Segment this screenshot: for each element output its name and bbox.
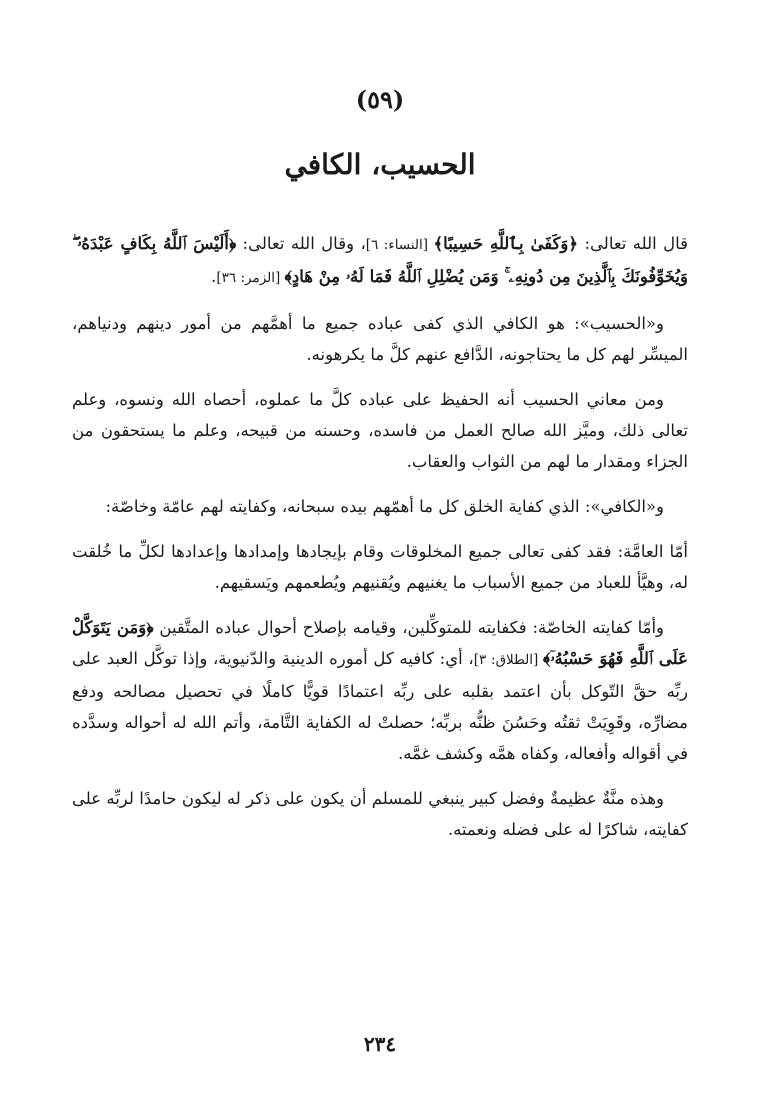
- paragraph-text: .: [211, 267, 217, 286]
- paragraph-text: و«الحسيب»: هو الكافي الذي كفى عباده جميع ما أهمَّهم من أمور دينهم ودنياهم، الميسِّر لهم كل ما يحتاجونه، الدَّافع عنهم كلَّ ما يكرهونه.: [72, 314, 688, 364]
- paragraph-special-sufficiency: [72, 612, 688, 769]
- paragraph-text: ومن معاني الحسيب أنه الحفيظ على عباده كلَّ ما عملوه، أحصاه الله ونسوه، وعلم تعالى ذلك، وميَّز الله صالح العمل من فاسده، وحسنه من قبيحه، وعلم ما يستحقون من الجزاء ومقدار ما لهم من الثواب والعقاب.: [72, 390, 688, 471]
- paragraph-general-sufficiency: [72, 536, 688, 598]
- body-text: [72, 228, 688, 859]
- paragraph-text: وأمّا كفايته الخاصّة: فكفايته للمتوكِّلين، وقيامه بإصلاح أحوال عباده المتَّقين: [153, 618, 665, 637]
- paragraph-quran-intro: [72, 228, 688, 294]
- page-number: ٢٣٤: [363, 1032, 397, 1056]
- paragraph-hasib-meanings: [72, 384, 688, 477]
- paragraph-text: ، أي: كافيه كل أموره الدينية والدّنيوية، وإذا توكَّل العبد على ربِّه حقَّ التّوكل بأن اعتمد بقلبه على ربِّه اعتمادًا قويًّا كاملًا في تحصيل مصالحه ودفع مضارِّه، وقَوِيَتْ ثقتُه وحَسُنَ ظنُّه بربِّه؛ حصلتْ له الكفاية التَّامة، وأتم الله له أحواله وسدَّده في أقواله وأفعاله، وكفاه همَّه وكشف غمَّه.: [72, 649, 688, 763]
- book-page: [72, 0, 688, 1096]
- verse-reference: [النساء: ٦]: [365, 237, 434, 253]
- chapter-title: الحسيب، الكافي: [284, 148, 476, 181]
- paragraph-text: و«الكافي»: الذي كفاية الخلق كل ما أهمّهم بيده سبحانه، وكفايته لهم عامّة وخاصّة:: [105, 497, 664, 516]
- paragraph-text: ، وقال الله تعالى:: [236, 234, 366, 253]
- paragraph-text: قال الله تعالى:: [578, 234, 689, 253]
- verse-reference: [الزمر: ٣٦]: [216, 270, 285, 286]
- quran-verse: ﴿وَمَن يَتَوَكَّلْ عَلَى ٱللَّهِ فَهُوَ حَسْبُهُۥٓ﴾: [72, 618, 688, 668]
- chapter-number: (٥٩): [355, 85, 405, 114]
- paragraph-text: وهذه منَّةٌ عظيمةٌ وفضل كبير ينبغي للمسلم أن يكون على ذكر له ليكون حامدًا لربِّه على كفايته، شاكرًا له على فضله ونعمته.: [72, 789, 688, 839]
- quran-verse: ﴿وَكَفَىٰ بِٱللَّهِ حَسِيبًا﴾: [433, 234, 579, 253]
- paragraph-conclusion: [72, 783, 688, 845]
- paragraph-kafi-definition: [72, 491, 688, 522]
- paragraph-hasib-definition: [72, 308, 688, 370]
- quran-verse: ﴿أَلَيْسَ ٱللَّهُ بِكَافٍ عَبْدَهُۥ ۖ وَيُخَوِّفُونَكَ بِٱلَّذِينَ مِن دُونِهِۦ ۚ وَمَن يُضْلِلِ ٱللَّهُ فَمَا لَهُۥ مِنْ هَادٍ﴾: [72, 234, 688, 286]
- paragraph-text: أمّا العامَّة: فقد كفى تعالى جميع المخلوقات وقام بإيجادها وإمدادها وإعدادها لكلِّ ما خُلقت له، وهيَّأ للعباد من جميع الأسباب ما يغنيهم ويُقنيهم ويُطعمهم ويَسقيهم.: [72, 542, 688, 592]
- verse-reference: [الطلاق: ٣]: [473, 652, 544, 668]
